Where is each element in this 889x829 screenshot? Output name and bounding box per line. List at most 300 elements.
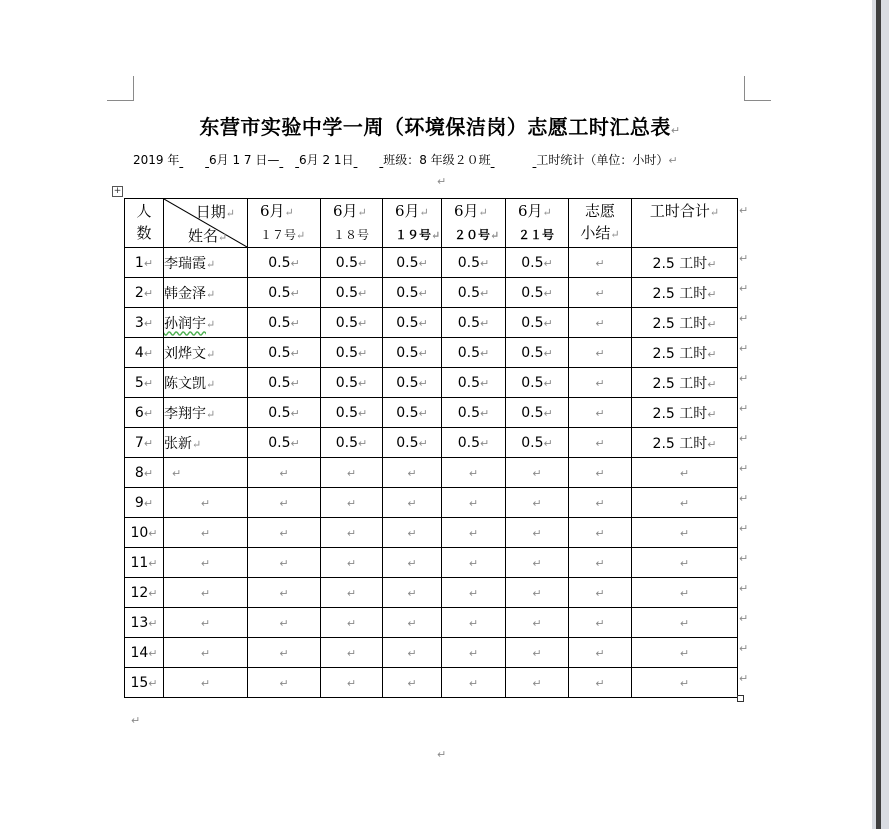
paragraph-mark-icon: ↵ — [532, 466, 542, 480]
empty-cell[interactable] — [442, 578, 506, 608]
header-count-cell[interactable] — [125, 199, 164, 248]
empty-cell[interactable] — [321, 518, 383, 548]
header-count-line1: 人 — [136, 202, 152, 220]
row-number-cell[interactable] — [125, 368, 164, 398]
row-number-cell[interactable] — [125, 398, 164, 428]
empty-cell[interactable] — [164, 518, 248, 548]
hours-value: 0.5 — [521, 254, 544, 271]
empty-cell[interactable] — [383, 578, 442, 608]
paragraph-mark-icon: ↵ — [346, 646, 357, 660]
paragraph-mark-icon: ↵ — [407, 646, 417, 660]
paragraph-mark-icon: ↵ — [480, 346, 490, 360]
hours-value: 0.5 — [521, 374, 544, 391]
paragraph-mark-icon: ↵ — [679, 466, 690, 480]
paragraph-mark-icon: ↵ — [206, 347, 216, 361]
scroll-gutter[interactable] — [872, 0, 889, 829]
table-row — [125, 608, 738, 638]
paragraph-mark-icon: ↵ — [143, 286, 154, 300]
row-number: 12 — [130, 584, 149, 601]
row-end-mark-icon: ↵ — [739, 612, 749, 625]
paragraph-mark-icon: ↵ — [407, 496, 417, 510]
empty-cell[interactable] — [383, 608, 442, 638]
empty-cell[interactable] — [383, 638, 442, 668]
hours-cell[interactable] — [383, 278, 442, 308]
hours-value: 0.5 — [335, 284, 359, 301]
empty-cell[interactable] — [248, 608, 321, 638]
table-row — [125, 638, 738, 668]
hours-value: 0.5 — [335, 374, 359, 391]
hours-cell[interactable] — [248, 278, 321, 308]
paragraph-mark-icon: ↵ — [148, 526, 158, 540]
student-name: 张新 — [164, 435, 192, 452]
hours-value: 0.5 — [457, 314, 481, 331]
empty-cell[interactable] — [248, 668, 321, 698]
total-hours-cell[interactable] — [632, 278, 738, 308]
empty-cell[interactable] — [321, 638, 383, 668]
student-name-cell[interactable] — [164, 248, 248, 278]
paragraph-mark-icon: ↵ — [679, 526, 690, 540]
paragraph-mark-icon: ↵ — [206, 287, 216, 301]
hours-value: 0.5 — [457, 254, 481, 271]
paragraph-mark-icon: ↵ — [468, 646, 479, 660]
summary-cell[interactable] — [569, 398, 632, 428]
row-number: 5 — [134, 374, 144, 391]
paragraph-mark-icon: ↵ — [543, 376, 553, 390]
empty-cell[interactable] — [383, 458, 442, 488]
row-number-cell[interactable] — [125, 668, 164, 698]
empty-cell[interactable] — [632, 578, 738, 608]
header-date-month: 6月 — [454, 202, 479, 220]
empty-cell[interactable] — [632, 608, 738, 638]
paragraph-mark-icon: ↵ — [595, 286, 605, 300]
table-row — [125, 488, 738, 518]
row-number: 2 — [134, 284, 144, 301]
empty-cell[interactable] — [321, 458, 383, 488]
paragraph-mark-icon: ↵ — [279, 586, 289, 600]
row-end-mark-icon: ↵ — [739, 432, 749, 445]
hours-cell[interactable] — [506, 308, 569, 338]
empty-cell[interactable] — [442, 548, 506, 578]
paragraph-mark-icon: ↵ — [532, 616, 542, 630]
paragraph-mark-icon: ↵ — [707, 257, 717, 271]
paragraph-mark-icon: ↵ — [358, 286, 368, 300]
hours-cell[interactable] — [248, 368, 321, 398]
total-hours: 2.5 工时 — [652, 435, 708, 452]
paragraph-mark-icon: ↵ — [279, 646, 289, 660]
paragraph-mark-icon: ↵ — [143, 496, 154, 510]
row-number: 9 — [134, 494, 144, 511]
paragraph-mark-icon: ↵ — [148, 676, 158, 690]
hours-cell[interactable] — [248, 338, 321, 368]
student-name: 陈文凯 — [164, 375, 206, 392]
paragraph-mark-icon: ↵ — [143, 376, 154, 390]
empty-cell[interactable] — [569, 578, 632, 608]
subtitle-class-info: 班级：8 年级２０班 — [383, 153, 491, 167]
empty-cell[interactable] — [569, 488, 632, 518]
total-hours: 2.5 工时 — [652, 315, 708, 332]
margin-corner-top-left — [107, 76, 134, 101]
paragraph-mark-icon: ↵ — [668, 154, 678, 167]
row-end-mark-icon: ↵ — [739, 642, 749, 655]
table-row — [125, 518, 738, 548]
paragraph-mark-icon: ↵ — [707, 287, 717, 301]
paragraph-mark-icon: ↵ — [468, 496, 479, 510]
paragraph-mark-icon: ↵ — [595, 526, 605, 540]
empty-cell[interactable] — [164, 668, 248, 698]
paragraph-mark-icon: ↵ — [480, 316, 490, 330]
header-date-cell[interactable]: 6月↵ １９号↵ — [383, 199, 442, 248]
title-text: 东营市实验中学一周（环境保洁岗）志愿工时汇总表 — [199, 115, 671, 139]
hours-value: 0.5 — [268, 404, 291, 421]
row-end-mark-icon: ↵ — [739, 672, 749, 685]
hours-cell[interactable] — [383, 338, 442, 368]
empty-cell[interactable] — [248, 638, 321, 668]
row-number-cell[interactable] — [125, 518, 164, 548]
paragraph-mark-icon: ↵ — [206, 317, 216, 331]
row-number-cell[interactable] — [125, 428, 164, 458]
row-number: 13 — [130, 614, 149, 631]
hours-cell[interactable] — [442, 248, 506, 278]
empty-cell[interactable] — [506, 488, 569, 518]
row-end-mark-icon: ↵ — [739, 312, 749, 325]
subtitle-date-to: 6月 2 1日 — [299, 153, 354, 167]
paragraph-mark-icon: ↵ — [679, 496, 690, 510]
paragraph-mark-icon: ↵ — [418, 286, 428, 300]
summary-cell[interactable] — [569, 248, 632, 278]
empty-cell[interactable] — [632, 548, 738, 578]
paragraph-mark-icon: ↵ — [143, 346, 154, 360]
table-row — [125, 278, 738, 308]
paragraph-mark-icon: ↵ — [679, 676, 690, 690]
hours-value: 0.5 — [521, 434, 544, 451]
header-date-cell[interactable]: 6月↵ １８号 — [321, 199, 383, 248]
hours-value: 0.5 — [457, 344, 481, 361]
empty-cell[interactable] — [321, 608, 383, 638]
paragraph-mark-icon: ↵ — [480, 436, 490, 450]
empty-cell[interactable] — [569, 608, 632, 638]
header-diagonal-cell[interactable]: 日期↵ 姓名↵ — [164, 199, 248, 248]
student-name-cell[interactable] — [164, 278, 248, 308]
empty-cell[interactable] — [164, 488, 248, 518]
hours-cell[interactable] — [383, 308, 442, 338]
paragraph-mark-icon: ↵ — [480, 376, 490, 390]
empty-cell[interactable] — [632, 518, 738, 548]
empty-cell[interactable] — [569, 518, 632, 548]
subtitle-year: 2019 年 — [133, 153, 180, 167]
hours-cell[interactable] — [506, 398, 569, 428]
hours-cell[interactable] — [506, 278, 569, 308]
row-number-cell[interactable] — [125, 308, 164, 338]
hours-cell[interactable] — [321, 398, 383, 428]
hours-cell[interactable] — [506, 248, 569, 278]
empty-cell[interactable] — [506, 608, 569, 638]
empty-cell[interactable] — [321, 578, 383, 608]
empty-cell[interactable] — [506, 578, 569, 608]
empty-cell[interactable] — [632, 458, 738, 488]
empty-cell[interactable] — [383, 518, 442, 548]
student-name: 李瑞霞 — [164, 255, 206, 272]
paragraph-mark-icon: ↵ — [707, 437, 717, 451]
empty-cell[interactable] — [506, 548, 569, 578]
paragraph-mark-icon: ↵ — [279, 466, 289, 480]
hours-cell[interactable] — [321, 278, 383, 308]
row-number: 15 — [130, 674, 149, 691]
header-summary-cell[interactable]: 志愿 小结↵ — [569, 199, 632, 248]
paragraph-mark-icon: ↵ — [148, 556, 158, 570]
document-title[interactable] — [130, 111, 750, 140]
total-hours-cell[interactable] — [632, 338, 738, 368]
table-row — [125, 338, 738, 368]
empty-cell[interactable] — [632, 668, 738, 698]
paragraph-mark-icon: ↵ — [543, 406, 553, 420]
header-date-cell[interactable]: 6月↵ ２１号 — [506, 199, 569, 248]
hours-cell[interactable] — [321, 428, 383, 458]
row-number-cell[interactable] — [125, 458, 164, 488]
student-name: 刘烨文 — [164, 345, 206, 362]
empty-cell[interactable] — [248, 518, 321, 548]
paragraph-mark-icon: ↵ — [148, 646, 158, 660]
paragraph-mark-icon: ↵ — [595, 376, 605, 390]
paragraph-mark-icon: ↵ — [200, 646, 211, 660]
row-number-cell[interactable] — [125, 548, 164, 578]
row-end-mark-icon: ↵ — [739, 402, 749, 415]
subtitle-date-from: 6月 1 7 日— — [209, 153, 280, 167]
paragraph-mark-icon: ↵ — [290, 346, 300, 360]
hours-value: 0.5 — [521, 344, 544, 361]
row-number: 4 — [134, 344, 144, 361]
hours-cell[interactable] — [442, 308, 506, 338]
empty-cell[interactable] — [164, 638, 248, 668]
hours-cell[interactable] — [383, 248, 442, 278]
row-number-cell[interactable] — [125, 608, 164, 638]
row-number-cell[interactable] — [125, 638, 164, 668]
table-header-row — [125, 199, 738, 248]
table-resize-handle-icon[interactable] — [737, 695, 744, 702]
hours-value: 0.5 — [335, 434, 359, 451]
paragraph-mark-icon: ↵ — [437, 748, 447, 761]
hours-value: 0.5 — [335, 344, 359, 361]
empty-cell[interactable] — [506, 668, 569, 698]
empty-cell[interactable] — [383, 668, 442, 698]
hours-cell[interactable] — [248, 428, 321, 458]
hours-cell[interactable] — [442, 368, 506, 398]
empty-cell[interactable] — [164, 548, 248, 578]
paragraph-mark-icon: ↵ — [595, 256, 605, 270]
paragraph-mark-icon: ↵ — [290, 406, 300, 420]
empty-cell[interactable] — [248, 578, 321, 608]
empty-cell[interactable] — [632, 638, 738, 668]
paragraph-mark-icon: ↵ — [346, 586, 357, 600]
empty-cell[interactable] — [442, 458, 506, 488]
paragraph-mark-icon: ↵ — [707, 317, 717, 331]
paragraph-mark-icon: ↵ — [148, 586, 158, 600]
hours-value: 0.5 — [268, 434, 291, 451]
empty-cell[interactable] — [569, 668, 632, 698]
empty-cell[interactable] — [506, 518, 569, 548]
paragraph-mark-icon: ↵ — [418, 346, 428, 360]
paragraph-mark-icon: ↵ — [407, 676, 417, 690]
table-move-handle-icon[interactable]: + — [113, 186, 122, 196]
margin-corner-top-right — [744, 76, 771, 101]
row-end-mark-icon: ↵ — [739, 342, 749, 355]
paragraph-mark-icon: ↵ — [532, 676, 542, 690]
paragraph-mark-icon: ↵ — [200, 586, 211, 600]
hours-cell[interactable] — [442, 398, 506, 428]
student-name-cell[interactable] — [164, 398, 248, 428]
header-date-cell[interactable]: 6月↵ １７号↵ — [248, 199, 321, 248]
empty-cell[interactable] — [442, 488, 506, 518]
header-date-cell[interactable]: 6月↵ ２０号↵ — [442, 199, 506, 248]
hours-cell[interactable] — [321, 308, 383, 338]
empty-cell[interactable] — [442, 668, 506, 698]
student-name-cell[interactable] — [164, 368, 248, 398]
student-name: 李翔宇 — [164, 405, 206, 422]
empty-cell[interactable] — [383, 488, 442, 518]
paragraph-mark-icon: ↵ — [437, 175, 447, 188]
hours-cell[interactable] — [506, 428, 569, 458]
hours-cell[interactable] — [248, 248, 321, 278]
empty-cell[interactable] — [506, 458, 569, 488]
paragraph-mark-icon: ↵ — [595, 466, 605, 480]
summary-cell[interactable] — [569, 278, 632, 308]
paragraph-mark-icon: ↵ — [532, 586, 542, 600]
empty-cell[interactable] — [632, 488, 738, 518]
header-date-month: 6月 — [395, 202, 420, 220]
empty-cell[interactable] — [569, 458, 632, 488]
paragraph-mark-icon: ↵ — [543, 256, 553, 270]
hours-cell[interactable] — [442, 428, 506, 458]
paragraph-mark-icon: ↵ — [468, 586, 479, 600]
table-row — [125, 428, 738, 458]
empty-cell[interactable] — [321, 668, 383, 698]
row-number: 14 — [130, 644, 149, 661]
paragraph-mark-icon: ↵ — [418, 436, 428, 450]
subtitle-line[interactable] — [133, 151, 678, 168]
header-total-cell[interactable]: 工时合计↵ — [632, 199, 738, 248]
empty-cell[interactable] — [164, 608, 248, 638]
hours-cell[interactable] — [383, 428, 442, 458]
paragraph-mark-icon: ↵ — [143, 406, 154, 420]
hours-value: 0.5 — [335, 314, 359, 331]
empty-cell[interactable] — [442, 638, 506, 668]
hours-cell[interactable] — [442, 338, 506, 368]
paragraph-mark-icon: ↵ — [358, 256, 368, 270]
row-number-cell[interactable] — [125, 578, 164, 608]
hours-cell[interactable] — [321, 368, 383, 398]
student-name-cell[interactable] — [164, 338, 248, 368]
empty-cell[interactable] — [321, 548, 383, 578]
empty-cell[interactable] — [321, 488, 383, 518]
empty-cell[interactable] — [569, 548, 632, 578]
empty-cell[interactable] — [248, 548, 321, 578]
total-hours: 2.5 工时 — [652, 255, 708, 272]
hours-cell[interactable] — [506, 368, 569, 398]
table-row — [125, 368, 738, 398]
header-date-day: ２０号 — [454, 228, 491, 242]
total-hours-cell[interactable] — [632, 248, 738, 278]
empty-cell[interactable] — [442, 518, 506, 548]
total-hours-cell[interactable] — [632, 308, 738, 338]
paragraph-mark-icon: ↵ — [543, 436, 553, 450]
header-date-month: 6月 — [333, 202, 358, 220]
paragraph-mark-icon: ↵ — [290, 436, 300, 450]
paragraph-mark-icon: ↵ — [468, 676, 479, 690]
hours-cell[interactable] — [321, 248, 383, 278]
hours-cell[interactable] — [248, 398, 321, 428]
paragraph-mark-icon: ↵ — [595, 676, 605, 690]
paragraph-mark-icon: ↵ — [468, 526, 479, 540]
header-date-day: １９号 — [395, 228, 432, 242]
hours-cell[interactable] — [383, 368, 442, 398]
hours-cell[interactable] — [321, 338, 383, 368]
paragraph-mark-icon: ↵ — [407, 616, 417, 630]
paragraph-mark-icon: ↵ — [595, 406, 605, 420]
hours-value: 0.5 — [396, 254, 419, 271]
hours-cell[interactable] — [383, 398, 442, 428]
paragraph-mark-icon: ↵ — [595, 436, 605, 450]
empty-cell[interactable] — [506, 638, 569, 668]
paragraph-mark-icon: ↵ — [418, 316, 428, 330]
paragraph-mark-icon: ↵ — [148, 616, 158, 630]
summary-cell[interactable] — [569, 428, 632, 458]
paragraph-mark-icon: ↵ — [290, 316, 300, 330]
hours-value: 0.5 — [268, 344, 291, 361]
table-row — [125, 248, 738, 278]
empty-cell[interactable] — [164, 578, 248, 608]
row-number-cell[interactable] — [125, 278, 164, 308]
paragraph-mark-icon: ↵ — [468, 616, 479, 630]
paragraph-mark-icon: ↵ — [418, 256, 428, 270]
row-number-cell[interactable] — [125, 338, 164, 368]
hours-value: 0.5 — [268, 284, 291, 301]
summary-cell[interactable] — [569, 308, 632, 338]
student-name-cell[interactable] — [164, 428, 248, 458]
total-hours: 2.5 工时 — [652, 405, 708, 422]
student-name-cell[interactable] — [164, 308, 248, 338]
empty-cell[interactable] — [164, 458, 248, 488]
row-number-cell[interactable] — [125, 248, 164, 278]
empty-cell[interactable] — [442, 608, 506, 638]
hours-cell[interactable] — [442, 278, 506, 308]
total-hours-cell[interactable] — [632, 368, 738, 398]
total-hours-cell[interactable] — [632, 398, 738, 428]
empty-cell[interactable] — [569, 638, 632, 668]
paragraph-mark-icon: ↵ — [532, 526, 542, 540]
total-hours-cell[interactable] — [632, 428, 738, 458]
paragraph-mark-icon: ↵ — [480, 406, 490, 420]
hours-cell[interactable] — [506, 338, 569, 368]
paragraph-mark-icon: ↵ — [532, 496, 542, 510]
summary-cell[interactable] — [569, 338, 632, 368]
table-row — [125, 668, 738, 698]
table-row — [125, 308, 738, 338]
empty-cell[interactable] — [248, 488, 321, 518]
paragraph-mark-icon: ↵ — [290, 376, 300, 390]
summary-cell[interactable] — [569, 368, 632, 398]
paragraph-mark-icon: ↵ — [200, 556, 211, 570]
row-number-cell[interactable] — [125, 488, 164, 518]
row-number: 1 — [134, 254, 144, 271]
paragraph-mark-icon: ↵ — [595, 496, 605, 510]
row-number: 11 — [130, 554, 149, 571]
paragraph-mark-icon: ↵ — [418, 376, 428, 390]
hours-cell[interactable] — [248, 308, 321, 338]
row-end-mark-icon: ↵ — [739, 492, 749, 505]
hours-value: 0.5 — [268, 374, 291, 391]
empty-cell[interactable] — [383, 548, 442, 578]
hours-value: 0.5 — [396, 404, 419, 421]
empty-cell[interactable] — [248, 458, 321, 488]
